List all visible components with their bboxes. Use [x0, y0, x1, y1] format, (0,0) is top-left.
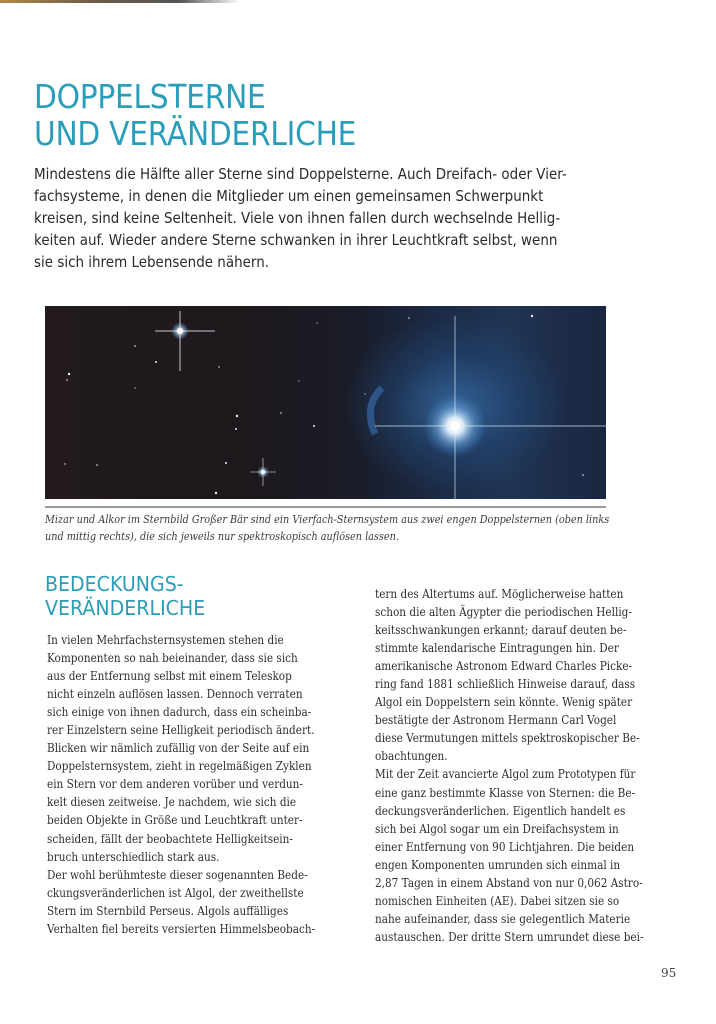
page-title: [34, 78, 356, 152]
body-line: beiden Objekte in Größe und Leuchtkraft unter-: [47, 813, 303, 828]
body-line: Mit der Zeit avancierte Algol zum Prototypen für: [375, 767, 636, 782]
body-line: rer Einzelstern seine Helligkeit periodisch ändert.: [47, 723, 315, 738]
body-line: Verhalten fiel bereits versierten Himmelsbeobach-: [47, 921, 316, 936]
lead-line: sie sich ihrem Lebensende nähern.: [34, 253, 270, 271]
caption-line: und mittig rechts), die sich jeweils nur spektroskopisch auflösen lassen.: [45, 530, 399, 543]
body-line: nomischen Einheiten (AE). Dabei sitzen sie so: [375, 893, 620, 908]
body-line: tern des Altertums auf. Möglicherweise hatten: [375, 587, 624, 601]
bright-star-right: [375, 316, 606, 499]
lead-line: fachsysteme, in denen die Mitglieder um einen gemeinsamen Schwerpunkt: [34, 187, 544, 205]
body-line: Algol ein Doppelstern sein könnte. Wenig später: [375, 695, 633, 710]
body-line: diese Vermutungen mittels spektroskopischer Be-: [375, 731, 640, 746]
body-line: kelt diesen zeitweise. Je nachdem, wie sich die: [47, 795, 297, 810]
star-field-graphic: [45, 306, 606, 499]
body-line: 2,87 Tagen in einem Abstand von nur 0,062 Astro-: [375, 875, 643, 890]
body-line: sich bei Algol sogar um ein Dreifachsystem in: [375, 821, 619, 836]
body-line: stimmte kalendarische Eintragungen hin. Der: [375, 641, 619, 656]
body-line: schon die alten Ägypter die periodischen Hellig-: [375, 605, 632, 620]
section-heading-line: VERÄNDERLICHE: [45, 596, 206, 620]
body-line: keitsschwankungen erkannt; darauf deuten be-: [375, 623, 627, 638]
section-heading: [45, 572, 205, 620]
body-line: Doppelsternsystem, zieht in regelmäßigen Zyklen: [47, 759, 312, 774]
body-column-left: [47, 631, 315, 938]
body-line: engen Komponenten umrunden sich einmal in: [375, 857, 621, 872]
body-line: ring fand 1881 schließlich Hinweise darauf, dass: [375, 677, 636, 692]
body-line: In vielen Mehrfachsternsystemen stehen die: [47, 633, 284, 647]
body-line: amerikanische Astronom Edward Charles Picke-: [375, 659, 633, 674]
body-line: bestätigte der Astronom Hermann Carl Vogel: [375, 713, 617, 728]
body-line: deckungsveränderlichen. Eigentlich handelt es: [375, 803, 626, 818]
body-line: sich einige von ihnen dadurch, dass ein scheinba-: [47, 705, 312, 720]
body-line: ein Stern vor dem anderen vorüber und verdun-: [47, 777, 303, 792]
body-line: eine ganz bestimmte Klasse von Sternen: die Be-: [375, 785, 636, 800]
body-line: Stern im Sternbild Perseus. Algols auffälliges: [47, 903, 289, 918]
caption-divider: [45, 506, 606, 508]
page-number: 95: [661, 966, 677, 980]
lead-line: kreisen, sind keine Seltenheit. Viele von ihnen fallen durch wechselnde Hellig-: [34, 209, 561, 227]
body-line: einer Entfernung von 90 Lichtjahren. Die beiden: [375, 839, 635, 854]
body-line: austauschen. Der dritte Stern umrundet diese bei-: [375, 929, 644, 944]
page-title-line: DOPPELSTERNE: [34, 77, 266, 116]
star-field-photo: [45, 306, 606, 499]
section-heading-line: BEDECKUNGS-: [45, 572, 184, 596]
lead-line: Mindestens die Hälfte aller Sterne sind Doppelsterne. Auch Dreifach- oder Vier-: [34, 165, 567, 183]
body-line: Komponenten so nah beieinander, dass sie sich: [47, 651, 298, 666]
body-line: scheiden, fällt der beobachtete Helligkeitsein-: [47, 831, 293, 846]
lead-line: keiten auf. Wieder andere Sterne schwanken in ihrer Leuchtkraft selbst, wenn: [34, 231, 558, 249]
body-line: aus der Entfernung selbst mit einem Teleskop: [47, 669, 292, 684]
lens-flare-arc: [370, 388, 382, 434]
body-line: nicht einzeln auflösen lassen. Dennoch verraten: [47, 687, 303, 702]
caption-line: Mizar und Alkor im Sternbild Großer Bär sind ein Vierfach-Sternsystem aus zwei engen Doppelsternen (oben links: [45, 513, 610, 526]
body-line: Der wohl berühmteste dieser sogenannten Bede-: [47, 867, 308, 882]
body-line: nahe aufeinander, dass sie gelegentlich Materie: [375, 911, 631, 926]
body-line: bruch unterschiedlich stark aus.: [47, 849, 220, 864]
body-line: ckungsveränderlichen ist Algol, der zweithellste: [47, 885, 304, 900]
bright-star-upper-left: [155, 311, 215, 371]
body-line: obachtungen.: [375, 749, 448, 764]
figure-caption: [45, 511, 610, 545]
body-column-right: [375, 585, 644, 946]
body-line: Blicken wir nämlich zufällig von der Seite auf ein: [47, 741, 310, 756]
star-lower-middle: [250, 458, 276, 486]
page-title-line: UND VERÄNDERLICHE: [34, 114, 357, 153]
page-top-edge-strip: [0, 0, 240, 3]
lead-paragraph: [34, 163, 650, 273]
faint-stars: [64, 315, 584, 494]
